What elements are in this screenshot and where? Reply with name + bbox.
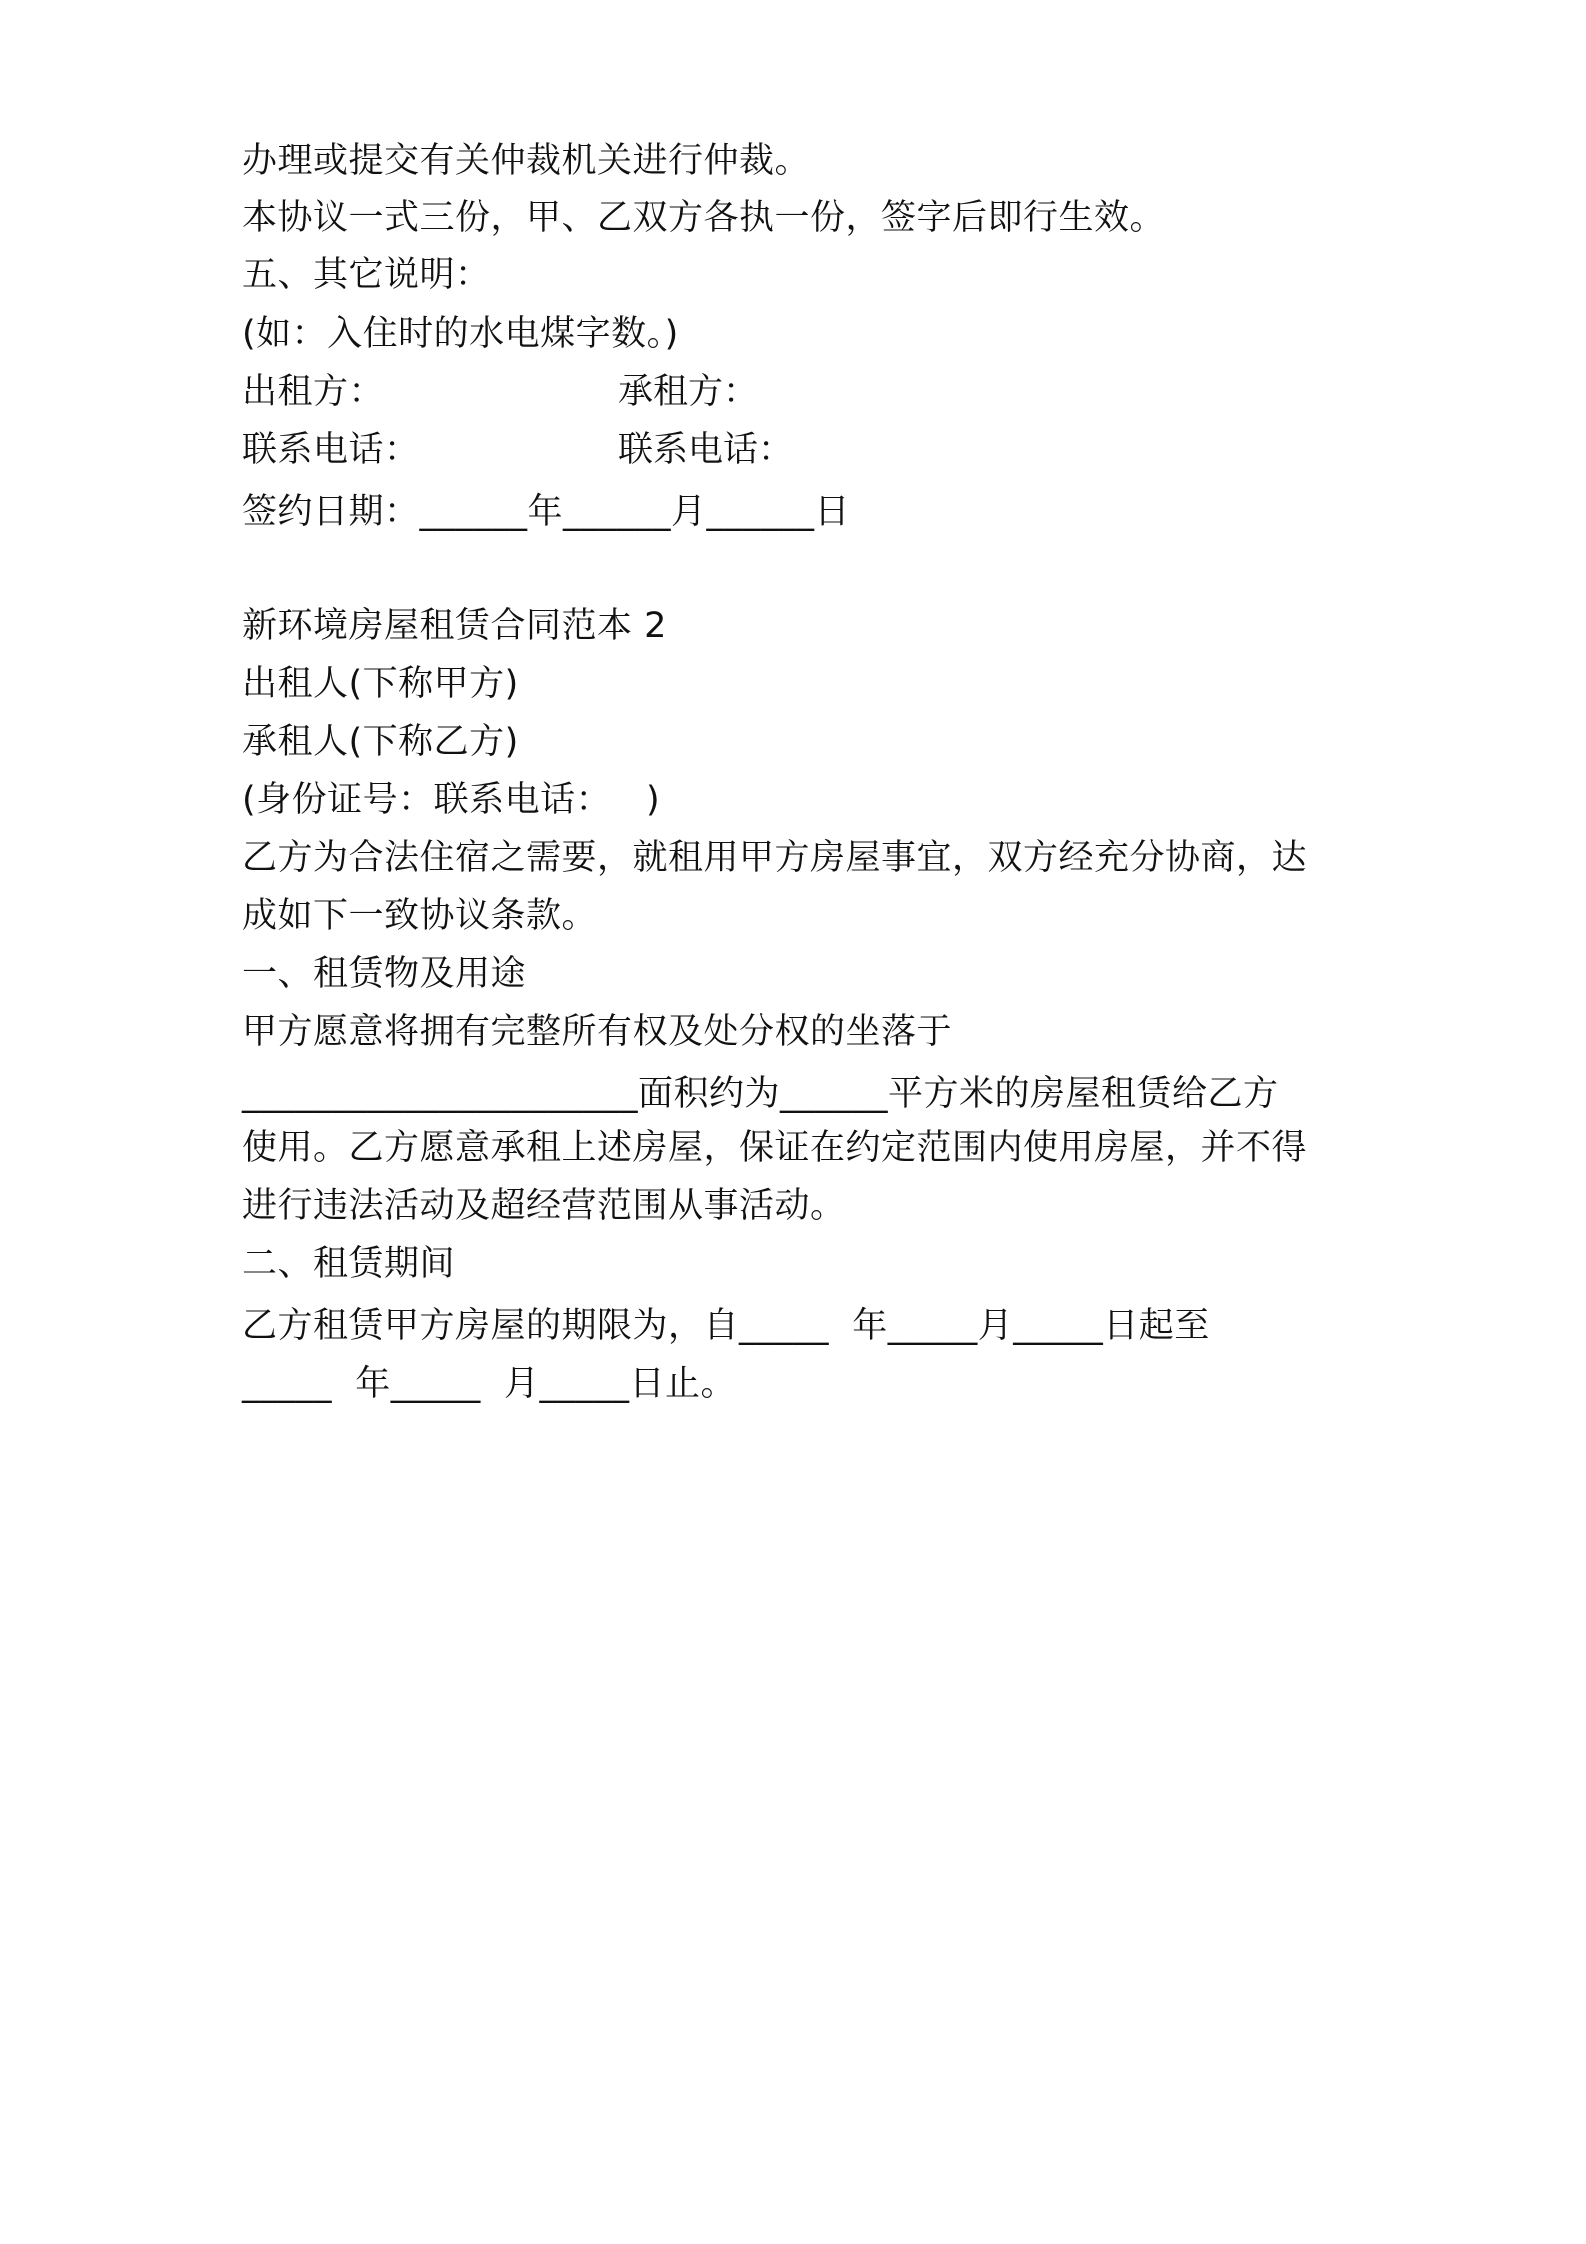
section-heading-other: 五、其它说明：	[242, 255, 491, 295]
text-line-location: 甲方愿意将拥有完整所有权及处分权的坐落于	[242, 1012, 953, 1052]
text-line-intro-2: 成如下一致协议条款。	[242, 896, 598, 936]
text-line-usage-1: 使用。乙方愿意承租上述房屋，保证在约定范围内使用房屋，并不得	[242, 1128, 1308, 1168]
text-line-id-phone: (身份证号：联系电话： )	[242, 780, 661, 820]
text-line-lessor-party: 出租人(下称甲方)	[242, 664, 519, 704]
text-line-period-1: 乙方租赁甲方房屋的期限为，自_____ 年_____月_____日起至	[242, 1306, 1210, 1346]
text-line-lessee-party: 承租人(下称乙方)	[242, 722, 519, 762]
text-line-arbitration: 办理或提交有关仲裁机关进行仲裁。	[242, 141, 811, 181]
lessor-phone-label: 联系电话：	[242, 430, 420, 470]
lessor-label: 出租方：	[242, 372, 385, 412]
text-line-area: ______________________面积约为______平方米的房屋租赁给乙方	[242, 1074, 1279, 1114]
lessee-label: 承租方：	[618, 372, 759, 412]
contract-title: 新环境房屋租赁合同范本 2	[242, 606, 667, 646]
text-line-period-2: _____ 年_____ 月_____日止。	[242, 1364, 737, 1404]
text-line-intro-1: 乙方为合法住宿之需要，就租用甲方房屋事宜，双方经充分协商，达	[242, 838, 1308, 878]
section-heading-lease-period: 二、租赁期间	[242, 1244, 456, 1284]
text-line-copies: 本协议一式三份，甲、乙双方各执一份，签字后即行生效。	[242, 198, 1166, 238]
section-heading-lease-object: 一、租赁物及用途	[242, 954, 527, 994]
lessee-phone-label: 联系电话：	[618, 430, 794, 470]
text-line-usage-2: 进行违法活动及超经营范围从事活动。	[242, 1186, 846, 1226]
signing-date-line: 签约日期：______年______月______日	[242, 492, 851, 532]
text-line-utilities-note: (如：入住时的水电煤字数。)	[242, 314, 679, 354]
